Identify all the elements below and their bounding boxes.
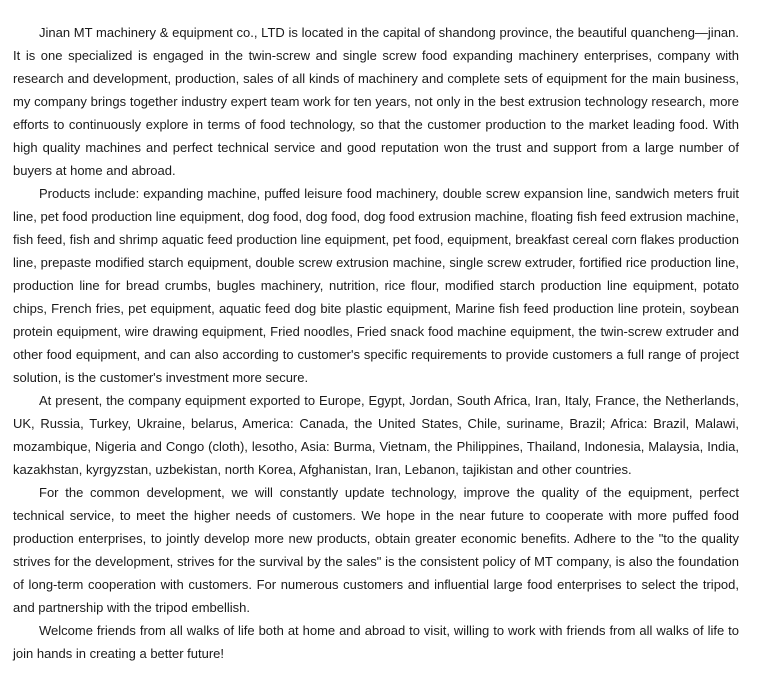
paragraph-products: Products include: expanding machine, puffed leisure food machinery, double screw expansion line, sandwich meters fruit line, pet food production line equipment, dog food, dog food, dog food extrusion machine, floating fish feed extrusion machine, fish feed, fish and shrimp aquatic feed production line equipment, pet food, equipment, breakfast cereal corn flakes production line, prepaste modified starch equipment, double screw extrusion machine, single screw extruder, fortified rice production line, production line for bread crumbs, bugles machinery, nutrition, rice flour, modified starch production line equipment, potato chips, French fries, pet equipment, aquatic feed dog bite plastic equipment, Marine fish feed production line protein, soybean protein equipment, wire drawing equipment, Fried noodles, Fried snack food machine equipment, the twin-screw extruder and other food equipment, and can also according to customer's specific requirements to provide customers a full range of project solution, is the customer's investment more secure. xyxy=(13,186,739,385)
company-profile-text xyxy=(13,21,739,665)
paragraph-development: For the common development, we will constantly update technology, improve the quality of the equipment, perfect technical service, to meet the higher needs of customers. We hope in the near future to cooperate with more puffed food production enterprises, to jointly develop more new products, obtain greater economic benefits. Adhere to the "to the quality strives for the development, strives for the survival by the sales" is the consistent policy of MT company, is also the foundation of long-term cooperation with customers. For numerous customers and influential large food enterprises to select the tripod, and partnership with the tripod embellish. xyxy=(13,485,739,615)
paragraph-company-intro: Jinan MT machinery & equipment co., LTD is located in the capital of shandong province, the beautiful quancheng—jinan. It is one specialized is engaged in the twin-screw and single screw food expanding machinery enterprises, company with research and development, production, sales of all kinds of machinery and complete sets of equipment for the main business, my company brings together industry expert team work for ten years, not only in the best extrusion technology research, more efforts to continuously explore in terms of food technology, so that the customer production to the market leading food. With high quality machines and perfect technical service and good reputation won the trust and support from a large number of buyers at home and abroad. xyxy=(13,25,739,178)
paragraph-export-countries: At present, the company equipment exported to Europe, Egypt, Jordan, South Africa, Iran, Italy, France, the Netherlands, UK, Russia, Turkey, Ukraine, belarus, America: Canada, the United States, Chile, suriname, Brazil; Africa: Brazil, Malawi, mozambique, Nigeria and Congo (cloth), lesotho, Asia: Burma, Vietnam, the Philippines, Thailand, Indonesia, Malaysia, India, kazakhstan, kyrgyzstan, uzbekistan, north Korea, Afghanistan, Iran, Lebanon, tajikistan and other countries. xyxy=(13,393,739,477)
paragraph-welcome: Welcome friends from all walks of life both at home and abroad to visit, willing to work with friends from all walks of life to join hands in creating a better future! xyxy=(13,623,739,661)
